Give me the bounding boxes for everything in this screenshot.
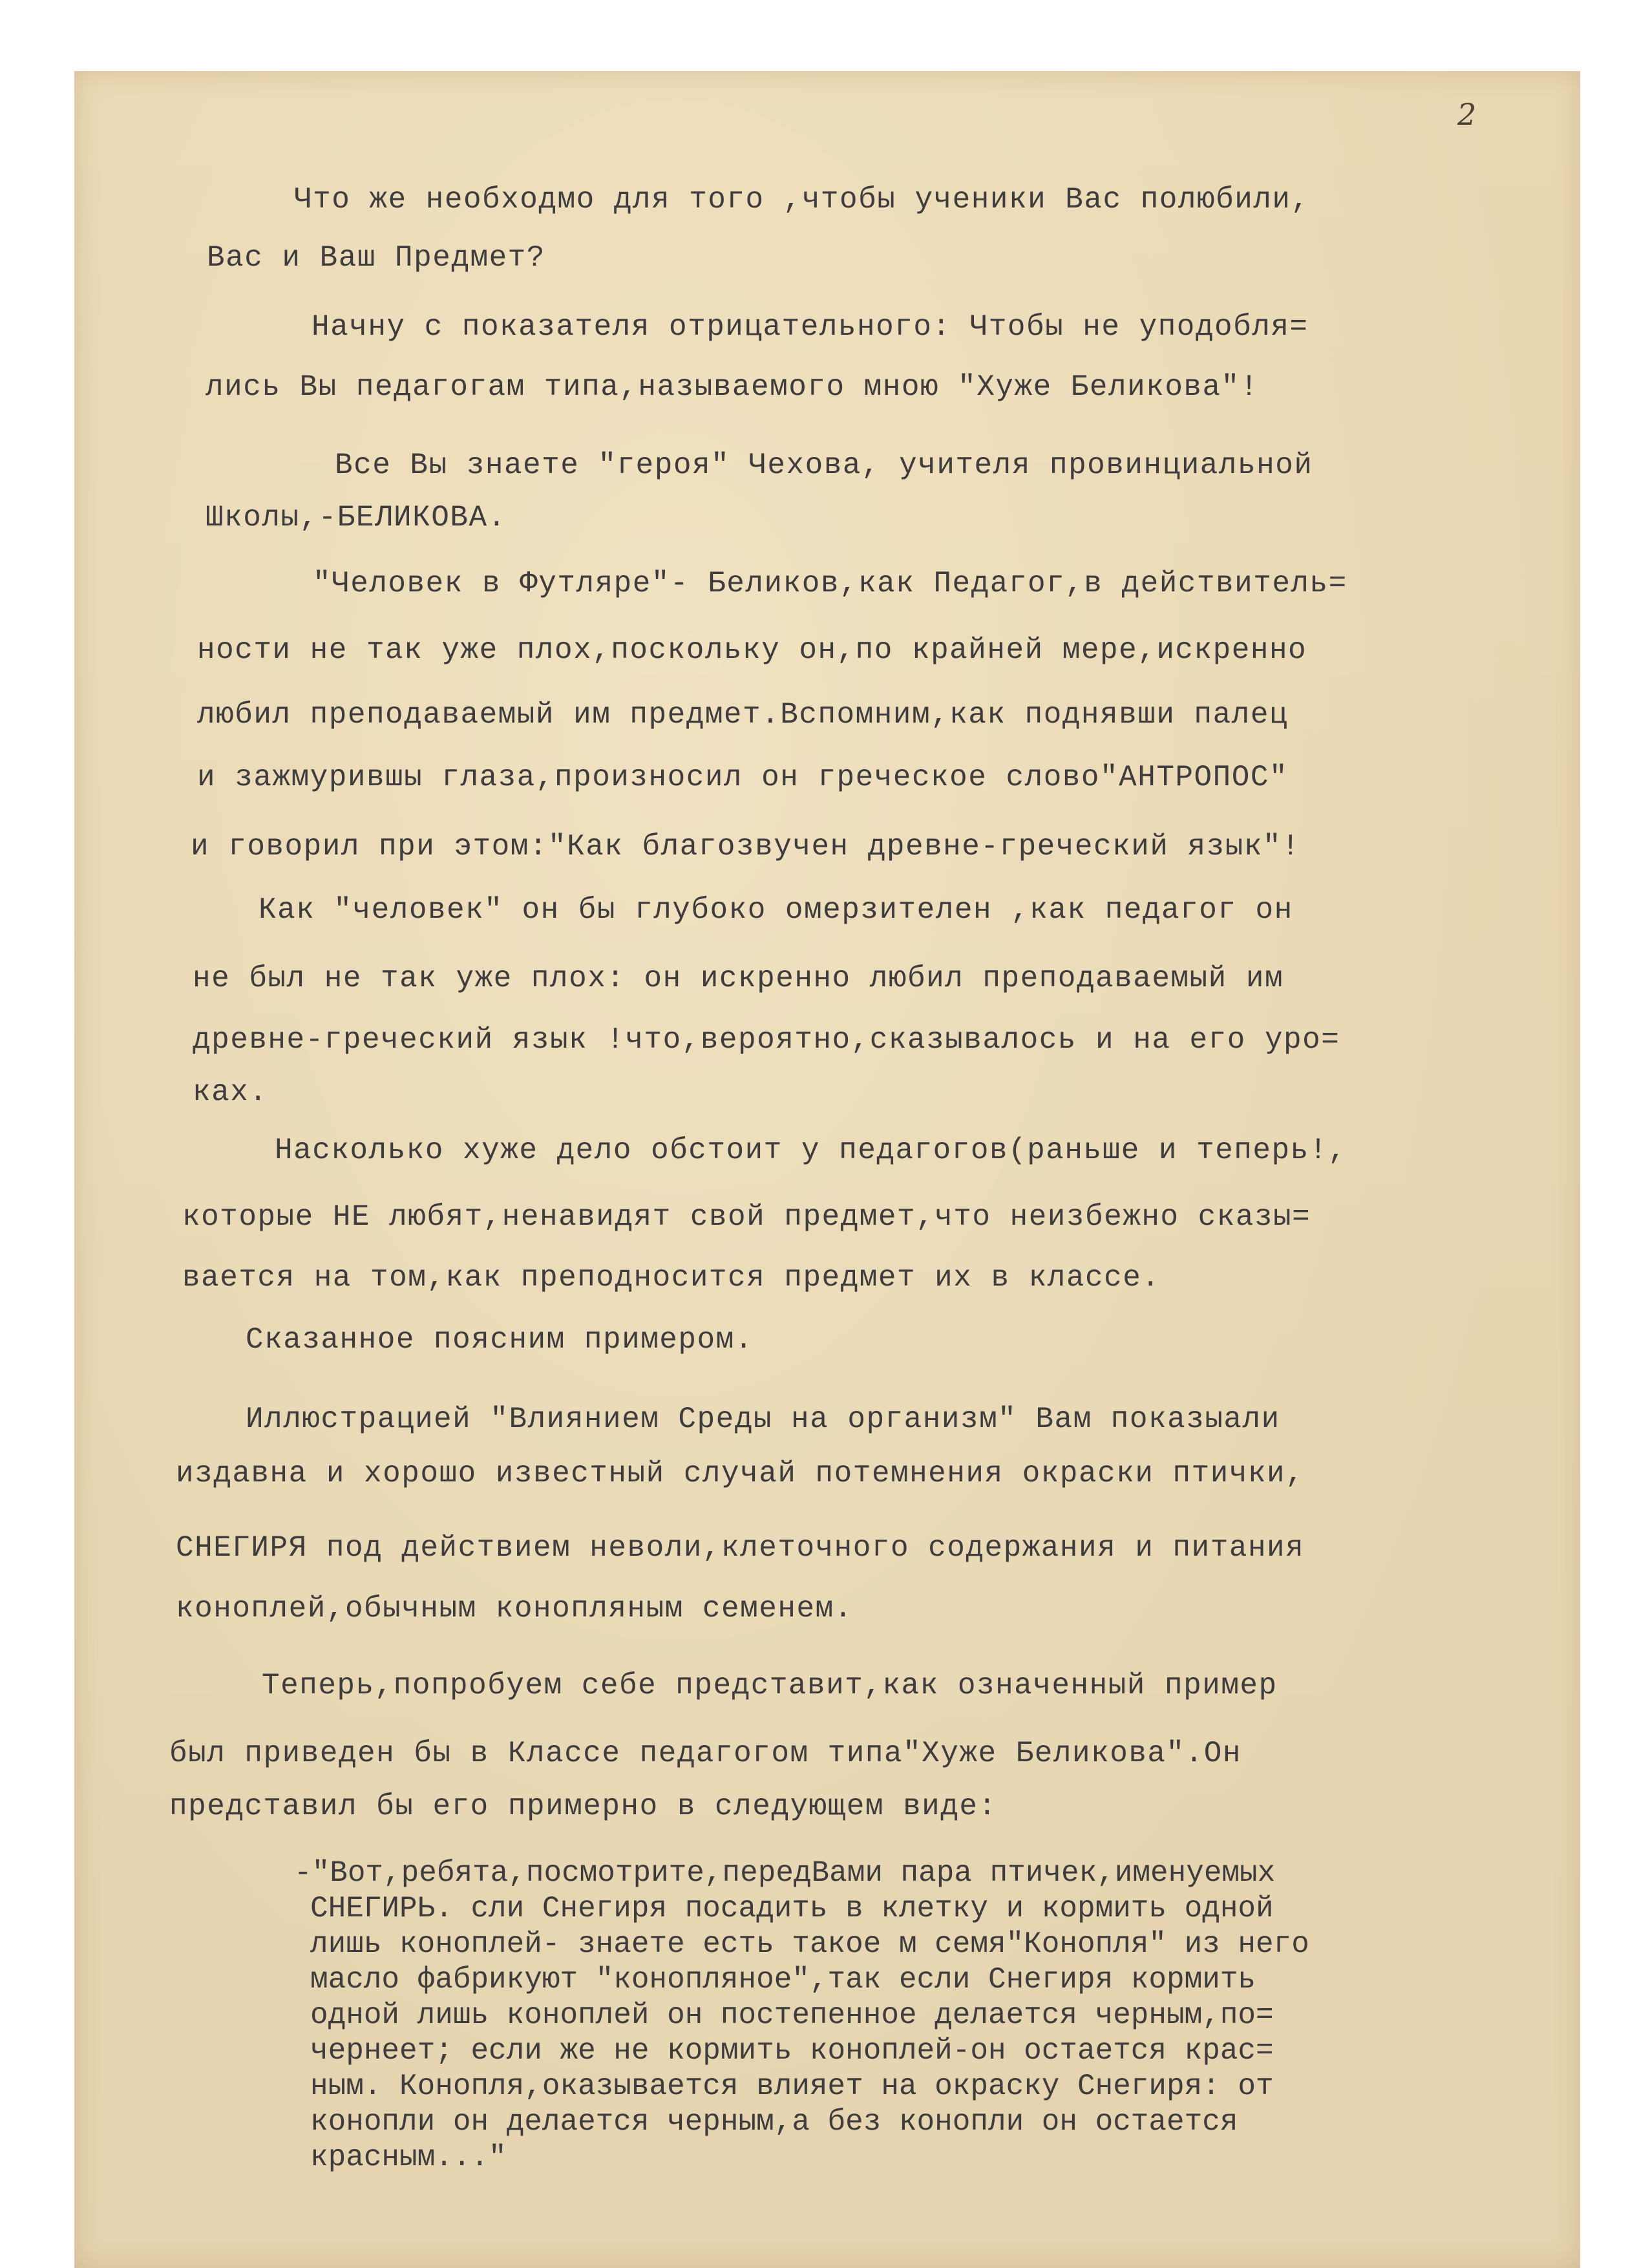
quote-line: чернеет; если же не кормить коноплей-он остается крас= xyxy=(310,2034,1274,2068)
text-line: "Человек в Футляре"- Беликов,как Педагог,в действитель= xyxy=(313,567,1347,600)
quote-line: лишь коноплей- знаете есть такое м семя"Конопля" из него xyxy=(310,1927,1309,1961)
quote-line: красным..." xyxy=(310,2141,507,2174)
text-line: древне-греческий язык !что,вероятно,сказывалось и на его уро= xyxy=(193,1023,1340,1057)
text-line: СНЕГИРЯ под действием неволи,клеточного содержания и питания xyxy=(176,1531,1305,1565)
text-line: Насколько хуже дело обстоит у педагогов(раньше и теперь!, xyxy=(275,1134,1347,1167)
text-line: Все Вы знаете "героя" Чехова, учителя провинциальной xyxy=(335,449,1313,482)
text-line: любил преподаваемый им предмет.Вспомним,как поднявши палец xyxy=(197,698,1289,732)
text-line: Что же необходмо для того ,чтобы ученики Вас полюбили, xyxy=(294,183,1310,217)
text-line: Иллюстрацией "Влиянием Среды на организм" Вам показыали xyxy=(246,1403,1280,1436)
quote-line: конопли он делается черным,а без конопли он остается xyxy=(310,2105,1238,2139)
text-line: и говорил при этом:"Как благозвучен древне-греческий язык"! xyxy=(191,830,1301,864)
quote-line: -"Вот,ребята,посмотрите,передВами пара птичек,именуемых xyxy=(294,1856,1276,1890)
text-line: ности не так уже плох,поскольку он,по крайней мере,искренно xyxy=(197,633,1307,667)
text-line: издавна и хорошо известный случай потемнения окраски птички, xyxy=(176,1457,1305,1490)
text-line: которые НЕ любят,ненавидят свой предмет,что неизбежно сказы= xyxy=(182,1200,1311,1234)
quote-line: одной лишь коноплей он постепенное делается черным,по= xyxy=(310,1998,1274,2032)
text-line: Вас и Ваш Предмет? xyxy=(207,241,545,275)
text-line: Как "человек" он бы глубоко омерзителен ,как педагог он xyxy=(259,893,1293,927)
text-line: и зажмурившы глаза,произносил он греческое слово"АНТРОПОС" xyxy=(197,761,1289,794)
page-number: 2 xyxy=(1457,97,1477,132)
quote-line: ным. Конопля,оказывается влияет на окраску Снегиря: от xyxy=(310,2070,1274,2103)
quote-line: масло фабрикуют "конопляное",так если Снегиря кормить xyxy=(310,1963,1256,1997)
text-line: был приведен бы в Классе педагогом типа"Хуже Беликова".Он xyxy=(169,1737,1241,1770)
text-line: лись Вы педагогам типа,называемого мною "Хуже Беликова"! xyxy=(206,370,1259,404)
text-line: Сказанное поясним примером. xyxy=(246,1323,754,1357)
text-line: Теперь,попробуем себе представит,как означенный пример xyxy=(262,1669,1278,1702)
text-line: Начну с показателя отрицательного: Чтобы не уподобля= xyxy=(312,310,1309,344)
text-line: ках. xyxy=(193,1076,268,1109)
text-line: представил бы его примерно в следующем виде: xyxy=(169,1790,997,1823)
text-line: вается на том,как преподносится предмет их в классе. xyxy=(182,1261,1161,1295)
text-line: не был не так уже плох: он искренно любил преподаваемый им xyxy=(193,962,1284,995)
text-line: коноплей,обычным конопляным семенем. xyxy=(176,1592,853,1626)
quote-line: СНЕГИРЬ. сли Снегиря посадить в клетку и кормить одной xyxy=(310,1892,1274,1925)
text-line: Школы,-БЕЛИКОВА. xyxy=(206,501,507,535)
